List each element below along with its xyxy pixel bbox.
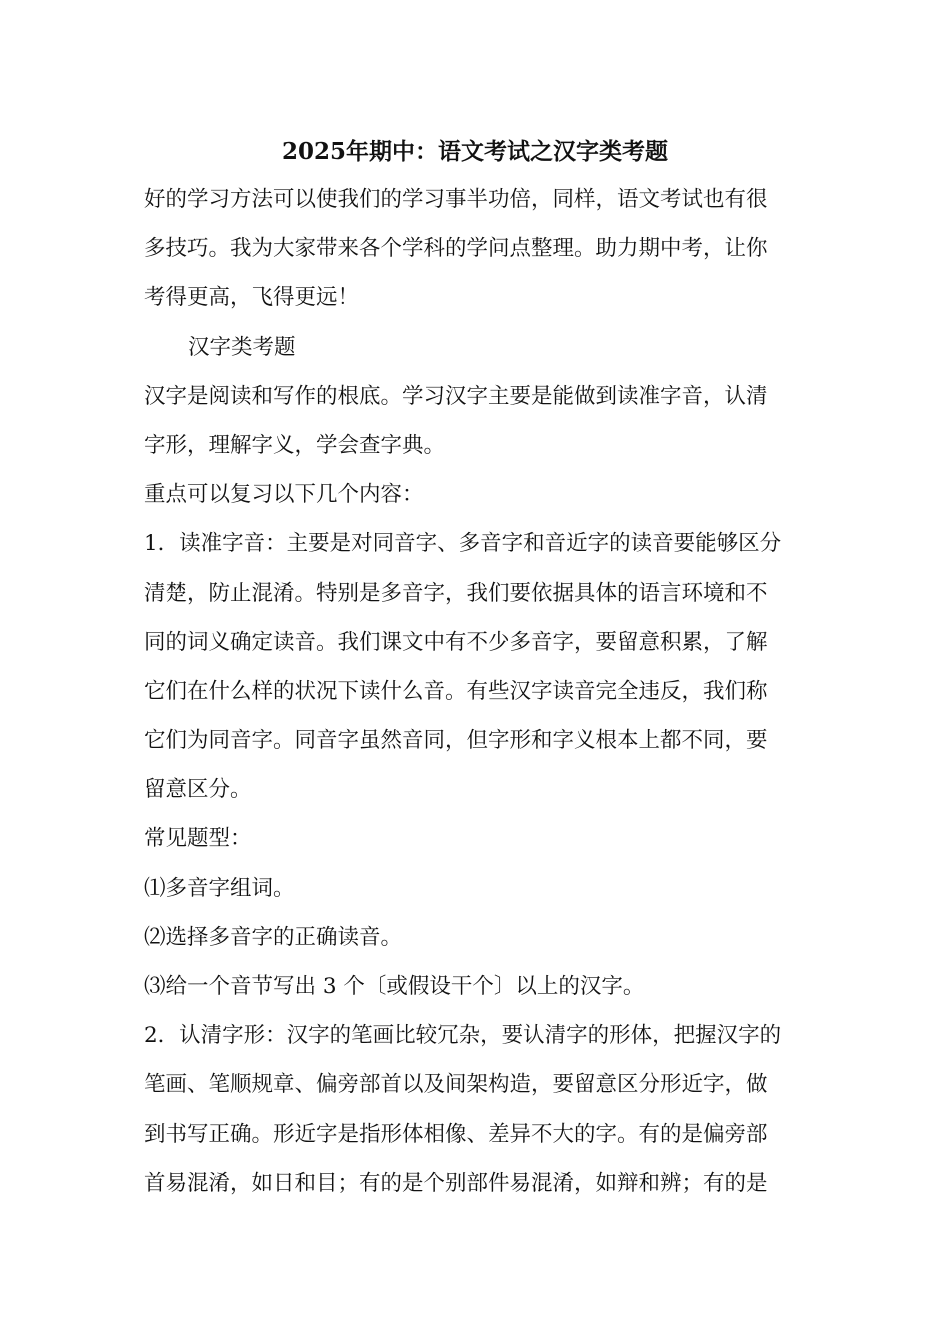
- question-type-item: ⑴多音字组词。: [144, 875, 295, 901]
- list-item-2-line: 到书写正确。形近字是指形体相像、差异不大的字。有的是偏旁部: [144, 1121, 768, 1147]
- document-body: [144, 182, 808, 1215]
- paragraph-line: 重点可以复习以下几个内容：: [144, 482, 424, 508]
- list-item-1-line: 同的词义确定读音。我们课文中有不少多音字，要留意积累，了解: [144, 629, 768, 655]
- question-types-heading: 常见题型：: [144, 826, 252, 852]
- paragraph-line: 汉字是阅读和写作的根底。学习汉字主要是能做到读准字音，认清: [144, 383, 768, 409]
- list-item-2-line: 笔画、笔顺规章、偏旁部首以及间架构造，要留意区分形近字，做: [144, 1072, 768, 1098]
- list-item-2-line: 2．认清字形：汉字的笔画比较冗杂，要认清字的形体，把握汉字的: [144, 1023, 782, 1049]
- intro-line-1: 好的学习方法可以使我们的学习事半功倍，同样，语文考试也有很: [144, 187, 768, 212]
- list-item-1-line: 它们为同音字。同音字虽然音同，但字形和字义根本上都不同，要: [144, 728, 768, 754]
- section-heading: 汉字类考题: [188, 334, 296, 360]
- list-item-1-line: 它们在什么样的状况下读什么音。有些汉字读音完全违反，我们称: [144, 678, 768, 704]
- intro-line-3: 考得更高，飞得更远！: [144, 285, 360, 311]
- list-item-1-line: 留意区分。: [144, 777, 252, 803]
- question-type-item: ⑵选择多音字的正确读音。: [144, 924, 403, 950]
- intro-line-2: 多技巧。我为大家带来各个学科的学问点整理。助力期中考，让你: [144, 236, 768, 262]
- document-title: 2025年期中：语文考试之汉字类考题: [281, 138, 668, 165]
- question-type-item: ⑶给一个音节写出 3 个〔或假设干个〕以上的汉字。: [144, 974, 645, 999]
- list-item-1-line: 1．读准字音：主要是对同音字、多音字和音近字的读音要能够区分: [144, 531, 782, 557]
- paragraph-line: 字形，理解字义，学会查字典。: [144, 432, 446, 458]
- list-item-2-line: 首易混淆，如日和目；有的是个别部件易混淆，如辩和辨；有的是: [144, 1170, 768, 1196]
- list-item-1-line: 清楚，防止混淆。特别是多音字，我们要依据具体的语言环境和不: [144, 580, 768, 606]
